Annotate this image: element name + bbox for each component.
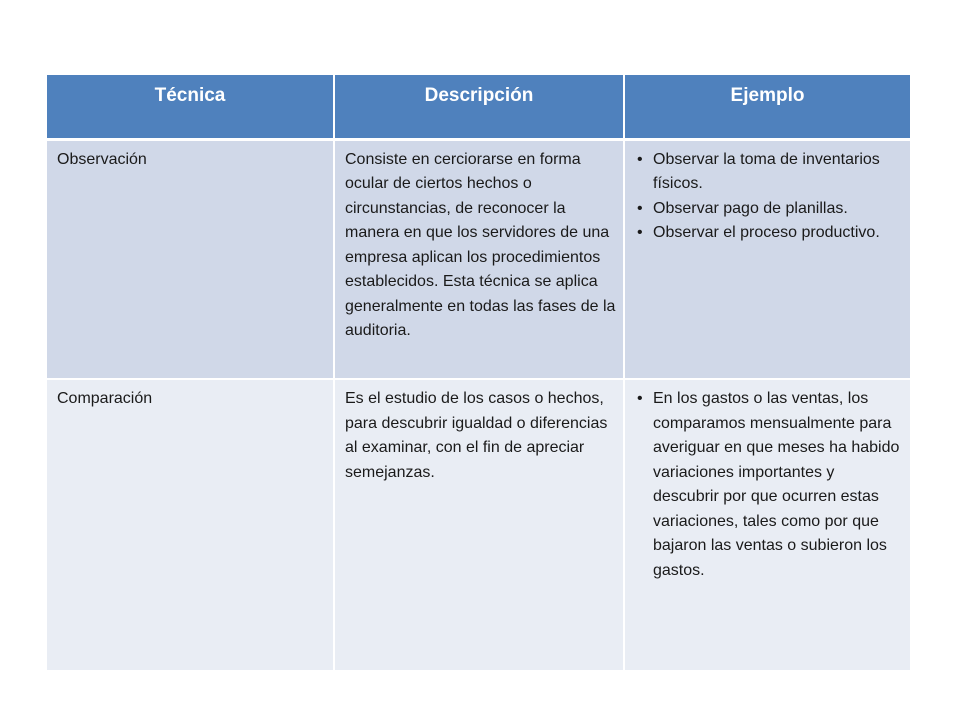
- header-ejemplo: Ejemplo: [624, 75, 911, 139]
- description-cell: Es el estudio de los casos o hechos, para descubrir igualdad o diferencias al examinar, con el fin de apreciar semejanzas.: [334, 379, 624, 671]
- examples-cell: [624, 379, 911, 671]
- list-item: [637, 221, 904, 246]
- description-cell: Consiste en cerciorarse en forma ocular de ciertos hechos o circunstancias, de reconocer la manera en que los servidores de una empresa aplican los procedimientos establecidos. Esta técnica se aplica generalmente en todas las fases de la auditoria.: [334, 139, 624, 379]
- table-row: [46, 139, 911, 379]
- examples-cell: [624, 139, 911, 379]
- bullet-dot-icon: •: [637, 199, 643, 217]
- technique-cell: Comparación: [46, 379, 334, 671]
- header-descripcion: Descripción: [334, 75, 624, 139]
- audit-techniques-table: [45, 75, 912, 672]
- bullet-dot-icon: •: [637, 150, 643, 168]
- table-row: [46, 379, 911, 671]
- table-header-row: [46, 75, 911, 139]
- examples-list: [635, 387, 904, 583]
- examples-list: [635, 148, 904, 246]
- example-text: Observar la toma de inventarios físicos.: [653, 150, 880, 192]
- header-tecnica: Técnica: [46, 75, 334, 139]
- list-item: [637, 148, 904, 197]
- bullet-dot-icon: •: [637, 224, 643, 241]
- example-text: Observar pago de planillas.: [653, 199, 848, 217]
- technique-cell: Observación: [46, 139, 334, 379]
- list-item: [637, 197, 904, 222]
- example-text: En los gastos o las ventas, los comparamos mensualmente para averiguar en que meses ha habido variaciones importantes y descubrir por que ocurren estas variaciones, tales como por que bajaron las ventas o subieron los gastos.: [653, 390, 900, 579]
- example-text: Observar el proceso productivo.: [653, 224, 880, 241]
- bullet-dot-icon: •: [637, 390, 643, 407]
- list-item: [637, 387, 904, 583]
